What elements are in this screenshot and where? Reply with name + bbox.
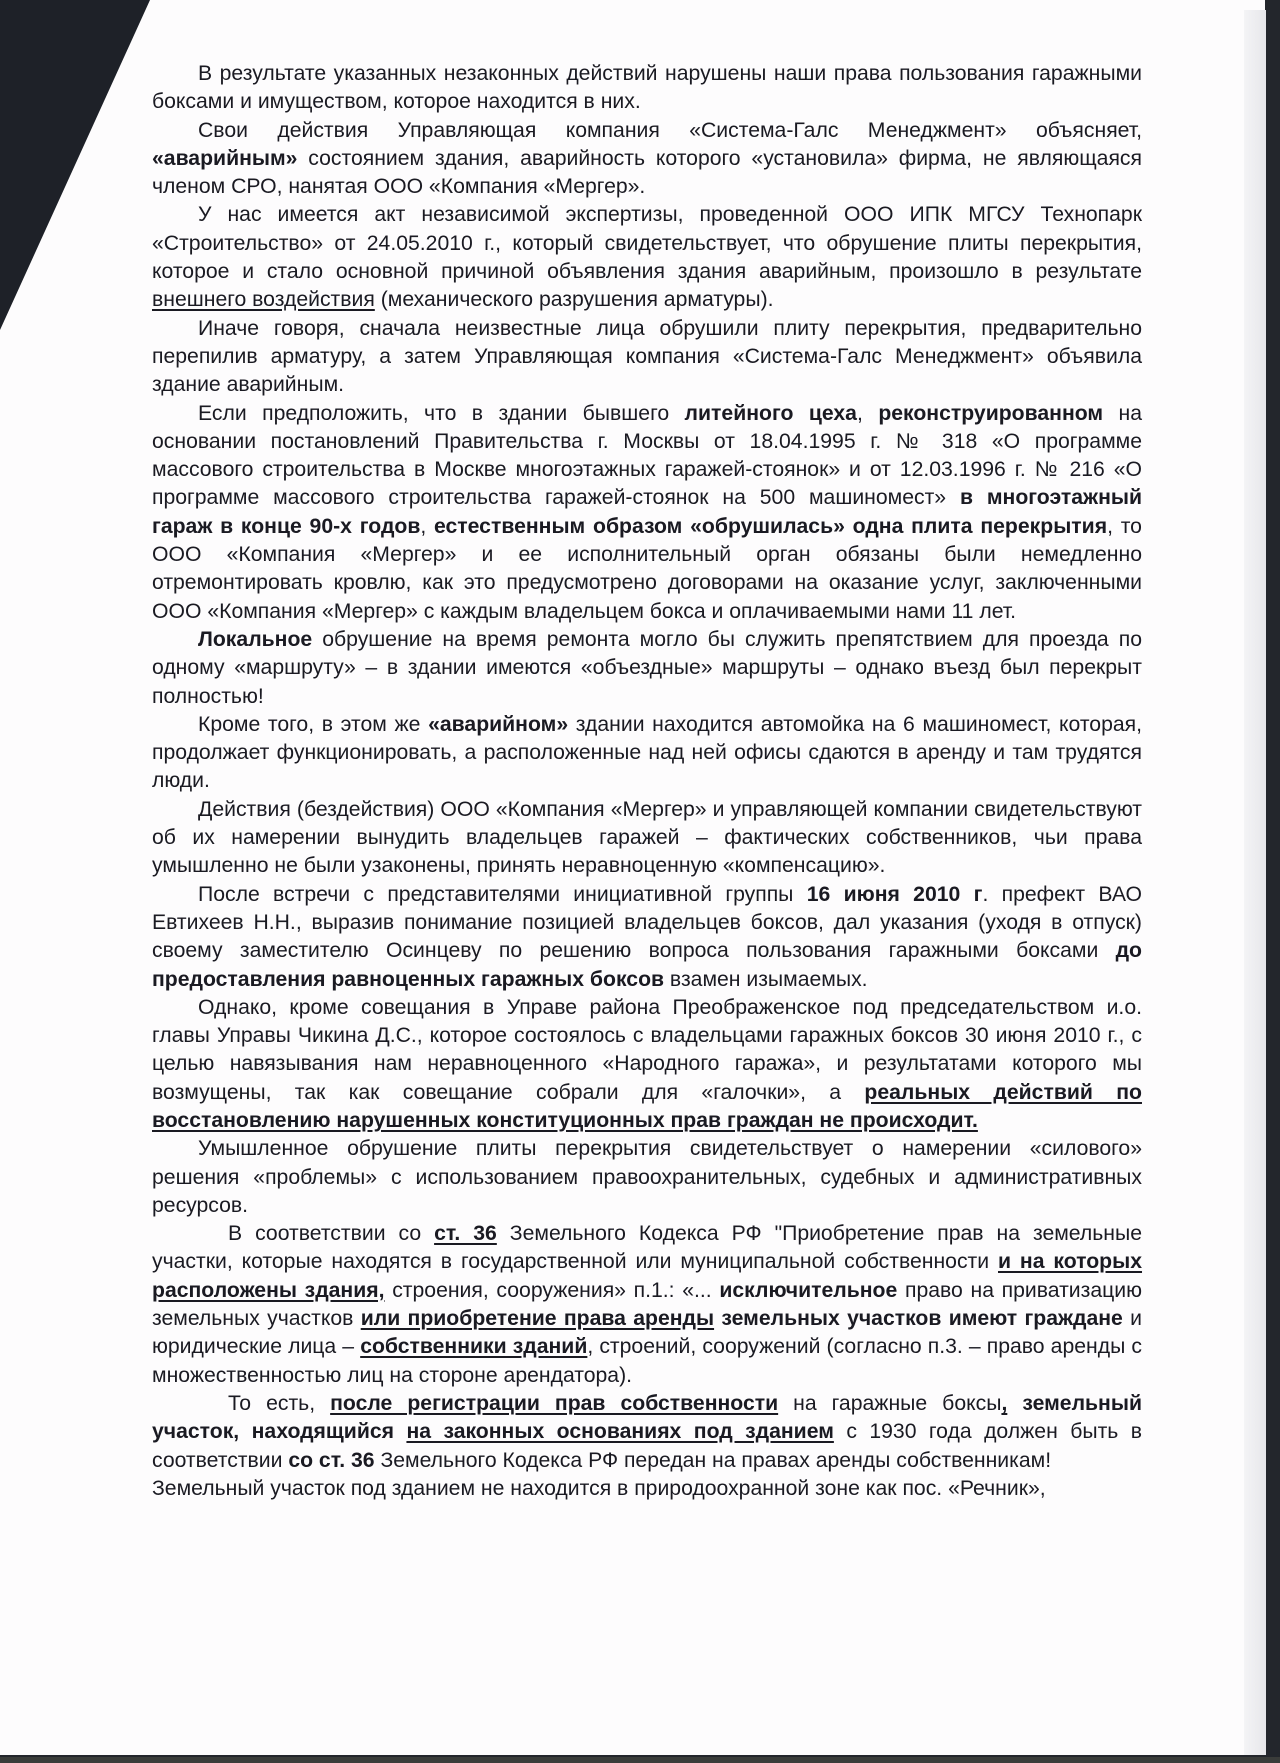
bold-text: литейного цеха <box>684 401 857 425</box>
scan-bottom-edge <box>0 1757 1280 1763</box>
bold-text: в многоэтажный гараж в конце 90-х годов <box>152 486 1142 538</box>
bold-text: реконструированном <box>878 401 1104 425</box>
bold-underlined-text: собственники зданий <box>360 1335 588 1359</box>
bold-text: со ст. 36 <box>288 1448 375 1472</box>
paragraph <box>152 60 1142 117</box>
text-run: (механического разрушения арматуры). <box>374 288 774 312</box>
document-body <box>152 60 1142 1503</box>
paragraph <box>152 1475 1142 1503</box>
paragraph <box>152 315 1142 400</box>
paragraph <box>152 881 1142 994</box>
paragraph <box>152 1135 1142 1220</box>
text-run: с 1930 года должен быть в соответствии <box>152 1420 1143 1472</box>
text-run: В соответствии со <box>228 1222 435 1246</box>
text-run <box>394 1420 406 1443</box>
paragraph <box>152 400 1142 626</box>
bold-text: «аварийным» <box>152 146 298 170</box>
bold-text: земельный участок, находящийся <box>152 1391 1142 1444</box>
bold-text: Локальное <box>198 627 313 651</box>
paragraph <box>152 117 1142 202</box>
text-run: Однако, кроме совещания в Управе района Преображенское под председательством и.о. главы Управы Чикина Д.С., которое состоялось с владельцами гаражных боксов 30 июня 2010 г., с целью навязывания нам неравноценного «Народного гаража», и результатами которого мы возмущены, так как совещание собрали для «галочки», а <box>152 995 1142 1104</box>
text-run: состоянием здания, аварийность которого «установила» фирма, не являющаяся членом СРО, нанятая ООО «Компания «Мергер». <box>152 146 1142 199</box>
text-run: на основании постановлений Правительства г. Москвы от 18.04.1995 г. № 318 «О программе массового строительства в Москве многоэтажных гаражей-стоянок» и от 12.03.1996 г. № 216 «О программе массового строительства гаражей-стоянок на 500 машиномест» <box>152 401 1142 510</box>
text-run: , <box>856 401 879 425</box>
paragraph <box>152 1390 1142 1475</box>
paragraph <box>152 626 1142 711</box>
paragraph <box>152 201 1142 314</box>
text-run: Иначе говоря, сначала неизвестные лица обрушили плиту перекрытия, предварительно перепилив арматуру, а затем Управляющая компания «Система-Галс Менеджмент» объявила здание аварийным. <box>152 316 1142 397</box>
bold-text: 16 июня 2010 г <box>806 882 983 906</box>
text-run: взамен изымаемых. <box>664 967 868 991</box>
text-run: Действия (бездействия) ООО «Компания «Мергер» и управляющей компании свидетельствуют об их намерении вынудить владельцев гаражей – фактических собственников, чьи права умышленно не были узаконены, принять неравноценную «компенсацию». <box>152 797 1142 878</box>
text-run: право на приватизацию земельных участков <box>152 1278 1143 1331</box>
text-run: на гаражные боксы <box>778 1391 1002 1415</box>
text-run: , <box>420 514 435 538</box>
text-run: Свои действия Управляющая компания «Система-Галс Менеджмент» объясняет, <box>198 118 1142 142</box>
text-run: здании находится автомойка на 6 машиномест, которая, продолжает функционировать, а расположенные над ней офисы сдаются в аренду и там трудятся люди. <box>152 712 1142 793</box>
paragraph <box>152 1220 1142 1390</box>
text-run: Земельный участок под зданием не находится в природоохранной зоне как пос. «Речник», <box>152 1476 1046 1500</box>
paper-edge-shadow <box>1244 10 1266 1755</box>
text-run: Земельного Кодекса РФ "Приобретение прав на земельные участки, которые находятся в государственной или муниципальной собственности <box>152 1222 1143 1274</box>
text-run: Умышленное обрушение плиты перекрытия свидетельствует о намерении «силового» решения «проблемы» с использованием правоохранительных, судебных и административных ресурсов. <box>152 1137 1142 1217</box>
text-run: У нас имеется акт независимой экспертизы, проведенной ООО ИПК МГСУ Технопарк «Строительство» от 24.05.2010 г., который свидетельствует, что обрушение плиты перекрытия, которое и стало основной причиной объявления здания аварийным, произошло в результате <box>152 203 1142 284</box>
text-run: и юридические лица – <box>152 1307 1142 1359</box>
bold-underlined-text: , <box>1001 1391 1008 1415</box>
text-run: . префект ВАО Евтихеев Н.Н., выразив понимание позицией владельцев боксов, дал указания (уходя в отпуск) своему заместителю Осинцеву по решению вопроса пользования гаражными боксами <box>152 882 1142 963</box>
bold-underlined-text: реальных действий по восстановлению нарушенных конституционных прав граждан не происходит. <box>152 1080 1142 1132</box>
paragraph <box>152 796 1142 881</box>
text-run: То есть, <box>228 1391 331 1415</box>
paragraph <box>152 994 1142 1135</box>
text-run: Если предположить, что в здании бывшего <box>198 401 685 425</box>
bold-underlined-text: после регистрации прав собственности <box>330 1391 779 1415</box>
paragraph <box>152 711 1142 796</box>
bold-text: «аварийном» <box>428 712 569 736</box>
bold-underlined-text: или приобретение права аренды <box>360 1307 715 1331</box>
text-run: В результате указанных незаконных действий нарушены наши права пользования гаражными боксами и имуществом, которое находится в них. <box>152 62 1142 114</box>
text-run: После встречи с представителями инициативной группы <box>198 882 807 906</box>
text-run <box>1007 1392 1022 1415</box>
text-run: , строений, сооружений (согласно п.3. – право аренды с множественностью лиц на стороне арендатора). <box>152 1335 1143 1387</box>
bold-underlined-text: ст. 36 <box>434 1222 497 1246</box>
text-run: Кроме того, в этом же <box>198 712 429 736</box>
bold-text: земельных участков имеют граждане <box>721 1307 1123 1331</box>
bold-text: исключительное <box>719 1278 898 1302</box>
bold-underlined-text: и на которых расположены здания, <box>152 1250 1143 1302</box>
text-run: , то ООО «Компания «Мергер» и ее исполнительный орган обязаны были немедленно отремонтировать кровлю, как это предусмотрено договорами на оказание услуг, заключенными ООО «Компания «Мергер» с каждым владельцем бокса и оплачиваемыми нами 11 лет. <box>152 514 1142 623</box>
bold-text: естественным образом «обрушилась» одна плита перекрытия <box>434 514 1108 538</box>
underlined-text: внешнего воздействия <box>152 288 375 312</box>
text-run: обрушение на время ремонта могло бы служить препятствием для проезда по одному «маршруту» – в здании имеются «объездные» маршруты – однако въезд был перекрыт полностью! <box>152 627 1142 708</box>
bold-underlined-text: на законных основаниях под зданием <box>406 1420 834 1444</box>
text-run: строения, сооружения» п.1.: «... <box>384 1278 720 1302</box>
text-run: Земельного Кодекса РФ передан на правах аренды собственникам! <box>374 1448 1052 1472</box>
bold-text: до предоставления равноценных гаражных боксов <box>152 939 1142 991</box>
